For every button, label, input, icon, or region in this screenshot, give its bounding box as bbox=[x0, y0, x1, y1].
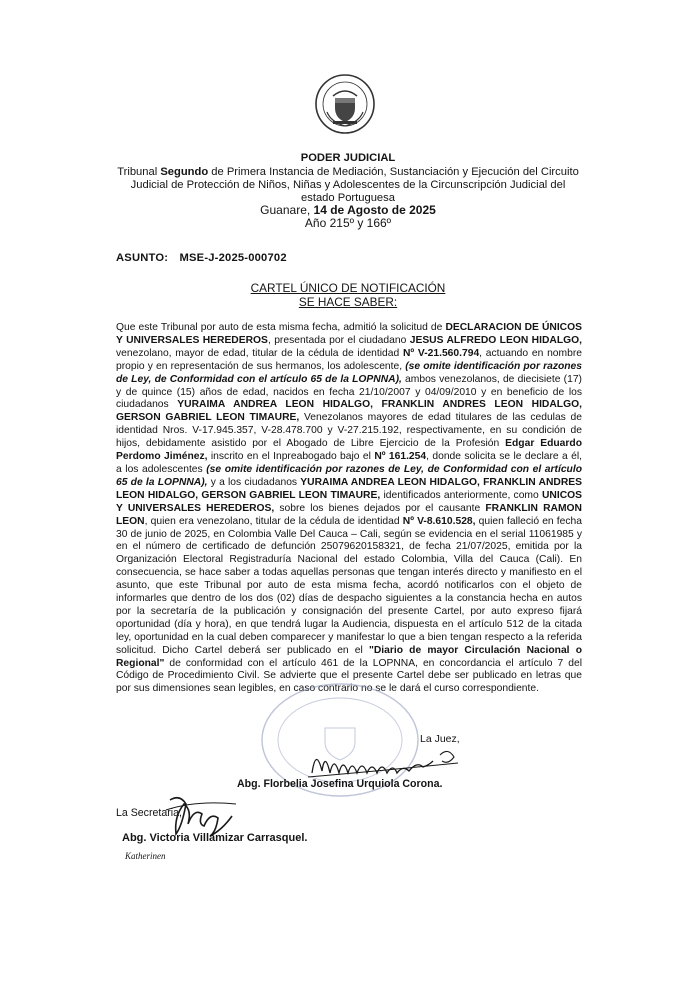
body-bold-2: JESUS ALFREDO LEON HIDALGO, bbox=[409, 334, 582, 346]
body-bold-9: FRANKLIN RAMON LEON bbox=[116, 502, 582, 527]
asunto-value: MSE-J-2025-000702 bbox=[179, 252, 287, 264]
header-line1-suffix: de Primera Instancia de Mediación, Sustanciación y Ejecución del Circuito bbox=[208, 166, 579, 178]
header-date: 14 de Agosto de 2025 bbox=[313, 203, 436, 217]
body-text-11: sobre los bienes dejados por el causante bbox=[274, 502, 486, 514]
body-bold-3: Nº V-21.560.794 bbox=[402, 347, 480, 359]
body-text-13: quien falleció en fecha 30 de junio de 2025, en Colombia Valle Del Cauca – Cali, según se evidencia en el serial 11061985 y en el número de certificado de defunción 25079620158321, de fecha 21/07/2025, emitida por la Organización Electoral Registraduría Nacional del estado Colombia, Villa del Cauca (Cali). En consecuencia, se hace saber a todas aquellas personas que tengan interés directo y manifiesto en el asunto, que este Tribunal por auto de esta misma fecha, acordó notificarlos con el objeto de informarles que dentro de los dos (02) días de despacho siguientes a la constancia hecha en autos por la secretaría de la publicación y consignación del presente Cartel, por auto expreso fijará oportunidad (día y hora), en que tendrá lugar la Audiencia, dispuesta en el artículo 512 de la citada ley, oportunidad en la cual deben comparecer y manifestar lo que a bien tengan respecto a la referida solicitud. Dicho Cartel deberá ser publicado en el bbox=[116, 515, 582, 656]
header-line1-prefix: Tribunal bbox=[117, 166, 161, 178]
header-court-line-3: estado Portuguesa bbox=[301, 192, 395, 204]
body-bold-8: UNICOS Y UNIVERSALES HEREDEROS, bbox=[116, 489, 583, 514]
header-court-line-2: Judicial de Protección de Niños, Niñas y Adolescentes de la Circunscripción Judicial del bbox=[130, 179, 566, 191]
header-line1-bold: Segundo bbox=[160, 166, 209, 178]
header-year: Año 215º y 166º bbox=[304, 216, 392, 230]
cartel-subtitle: SE HACE SABER: bbox=[298, 295, 398, 309]
body-text-8: , donde solicita se le declare a él, a los adolescentes bbox=[116, 451, 583, 475]
cartel-title: CARTEL ÚNICO DE NOTIFICACIÓN bbox=[250, 281, 446, 295]
body-text-1: Que este Tribunal por auto de esta misma fecha, admitió la solicitud de bbox=[116, 322, 446, 333]
body-text-12: , quien era venezolano, titular de la cédula de identidad bbox=[144, 515, 403, 527]
body-text-10: identificados anteriormente, como bbox=[380, 489, 542, 501]
body-text-7: inscrito en el Inpreabogado bajo el bbox=[207, 451, 375, 463]
asunto-label: ASUNTO: bbox=[116, 252, 169, 264]
header-city: Guanare, bbox=[260, 203, 314, 217]
body-bold-10: Nº V-8.610.528, bbox=[402, 515, 476, 527]
typist-initials: Katherinen bbox=[125, 851, 166, 861]
body-bold-italic-2: (se omite identificación por razones de Ley, de Conformidad con el artículo 65 de la LOPNNA), bbox=[116, 463, 582, 488]
body-bold-italic-1: (se omite identificación por razones de Ley, de Conformidad con el artículo 65 de la LOPNNA), bbox=[116, 360, 583, 385]
secretary-name: Abg. Victoria Villamizar Carrasquel. bbox=[122, 832, 308, 844]
judge-label: La Juez, bbox=[420, 733, 460, 745]
header-court-line bbox=[96, 166, 600, 180]
body-bold-1: DECLARACION DE ÚNICOS Y UNIVERSALES HEREDEROS bbox=[116, 322, 582, 346]
body-text-6: Venezolanos mayores de edad titulares de las cedulas de identidad Nros. V-17.945.357, V-28.478.700 y V-27.215.192, respectivamente, en su condición de hijos, debidamente asistido por el Abogado de Libre Ejercicio de la Profesión bbox=[116, 412, 582, 450]
header-city-date bbox=[96, 203, 600, 217]
body-bold-7: YURAIMA ANDREA LEON HIDALGO, FRANKLIN ANDRES LEON HIDALGO, GERSON GABRIEL LEON TIMAURE, bbox=[116, 476, 583, 501]
body-text-5: ambos venezolanos, de diecisiete (17) y de quince (15) años de edad, nacidos en fecha 21/10/2007 y 04/09/2010 y en beneficio de los ciudadanos bbox=[116, 373, 582, 411]
body-text-2: , presentada por el ciudadano bbox=[267, 334, 410, 346]
body-text-4: , actuando en nombre propio y en representación de sus hermanos, los adolescente, bbox=[116, 347, 582, 372]
notice-body bbox=[116, 322, 582, 696]
body-text-9: y a los ciudadanos bbox=[207, 476, 301, 488]
court-seal-icon bbox=[313, 72, 377, 136]
body-text-3: venezolano, mayor de edad, titular de la cédula de identidad bbox=[116, 347, 403, 359]
body-bold-11: "Diario de mayor Circulación Nacional o Regional" bbox=[116, 644, 582, 669]
judge-name: Abg. Florbelia Josefina Urquiola Corona. bbox=[237, 778, 443, 790]
body-bold-4: YURAIMA ANDREA LEON HIDALGO, FRANKLIN ANDRES LEON HIDALGO, GERSON GABRIEL LEON TIMAURE, bbox=[116, 399, 582, 424]
body-bold-6: Nº 161.254 bbox=[374, 451, 427, 463]
body-bold-5: Edgar Eduardo Perdomo Jiménez, bbox=[116, 438, 582, 463]
body-text-14: de conformidad con el artículo 461 de la LOPNNA, en concordancia el artículo 7 del Código de Procedimiento Civil. Se advierte que el presente Cartel debe ser publicado en letras que por sus dimensiones sean legibles, en caso contrario no se le dará el curso correspondiente. bbox=[116, 657, 582, 695]
asunto-line bbox=[116, 252, 287, 264]
secretary-label: La Secretaria, bbox=[116, 807, 182, 819]
header-title: PODER JUDICIAL bbox=[300, 152, 396, 164]
